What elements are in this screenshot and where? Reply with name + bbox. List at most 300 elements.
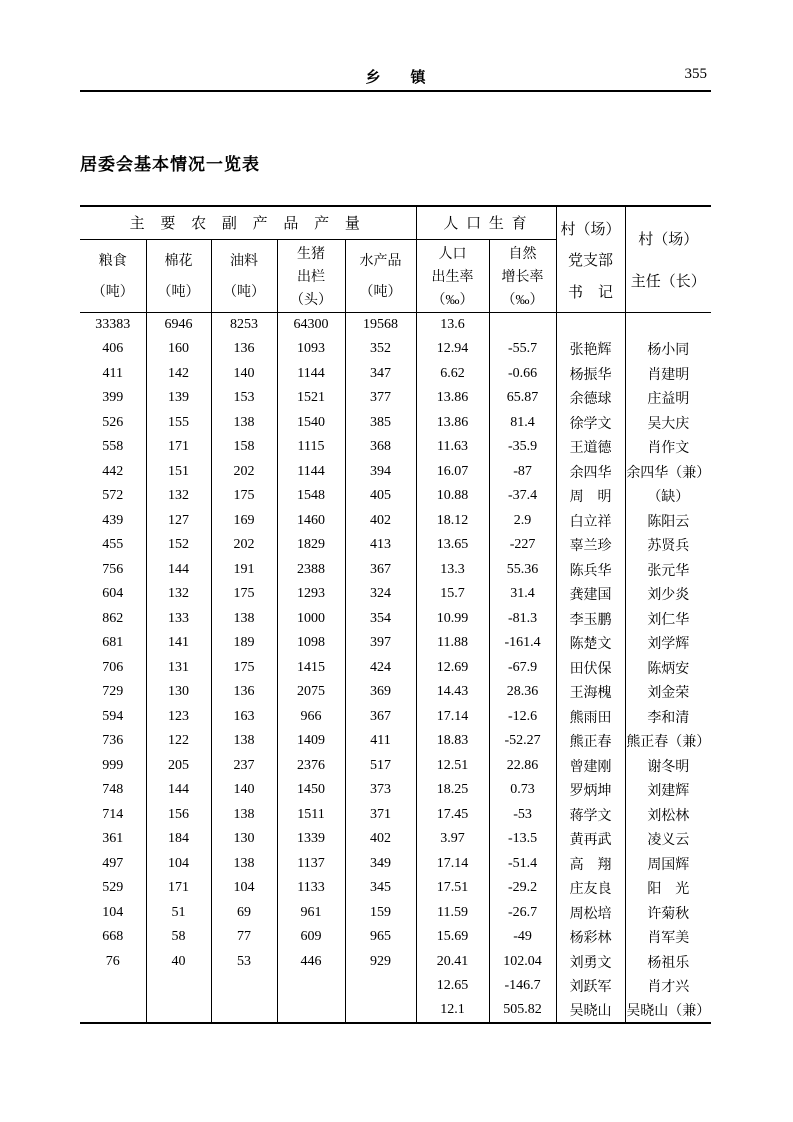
table-row — [80, 313, 711, 338]
table-cell: 138 — [211, 729, 277, 754]
table-cell: 13.65 — [416, 533, 489, 558]
table-cell: 442 — [102, 463, 124, 479]
table-cell: 347 — [345, 362, 416, 387]
table-cell: 175 — [211, 484, 277, 509]
table-cell: 69 — [211, 901, 277, 926]
table-cell: 吴晓山 — [556, 999, 625, 1024]
table-cell: 966 — [277, 705, 345, 730]
table-cell: 20.41 — [416, 950, 489, 975]
column-header-line: 增长率 — [501, 269, 544, 285]
table-cell: 龚建国 — [556, 582, 625, 607]
table-cell: 64300 — [277, 313, 345, 338]
table-cell: 16.07 — [416, 460, 489, 485]
column-header-cotton — [146, 239, 211, 312]
table-cell — [146, 999, 211, 1024]
table-cell: 202 — [211, 460, 277, 485]
table-cell: 1093 — [277, 337, 345, 362]
table-cell: 李和清 — [625, 705, 711, 730]
table-cell: 1548 — [277, 484, 345, 509]
table-cell: 130 — [146, 680, 211, 705]
table-cell: 127 — [146, 509, 211, 534]
table-row — [80, 729, 711, 754]
table-cell: 周国辉 — [625, 852, 711, 877]
table-cell: 阳 光 — [625, 876, 711, 901]
table-cell: 吴大庆 — [625, 411, 711, 436]
table-cell: -227 — [489, 533, 556, 558]
table-cell: 12.51 — [416, 754, 489, 779]
table-cell: 13.86 — [416, 386, 489, 411]
table-cell: 153 — [211, 386, 277, 411]
table-cell: 辜兰珍 — [556, 533, 625, 558]
table-cell: 王海槐 — [556, 680, 625, 705]
table-row — [80, 876, 711, 901]
table-cell: 367 — [345, 705, 416, 730]
table-row — [80, 386, 711, 411]
table-cell: 132 — [146, 484, 211, 509]
table-cell: 526 — [102, 414, 124, 430]
table-cell: 748 — [102, 782, 124, 798]
table-cell: 庄友良 — [556, 876, 625, 901]
table-cell: 刘学辉 — [625, 631, 711, 656]
column-header-growth-rate — [489, 239, 556, 312]
table-cell: 1339 — [277, 827, 345, 852]
table-cell: 22.86 — [489, 754, 556, 779]
table-cell: -55.7 — [489, 337, 556, 362]
table-cell: 138 — [211, 803, 277, 828]
table-cell: 10.99 — [416, 607, 489, 632]
table-cell: 18.12 — [416, 509, 489, 534]
table-cell — [211, 974, 277, 999]
table-row — [80, 852, 711, 877]
column-header-line: （吨） — [157, 285, 200, 301]
column-header-aquatic — [345, 239, 416, 312]
column-header-line: （吨） — [91, 285, 134, 301]
table-cell: 庄益明 — [625, 386, 711, 411]
table-cell: 15.7 — [416, 582, 489, 607]
table-cell: -0.66 — [489, 362, 556, 387]
table-cell: -49 — [489, 925, 556, 950]
table-row — [80, 974, 711, 999]
table-cell: 高 翔 — [556, 852, 625, 877]
table-cell: 杨振华 — [556, 362, 625, 387]
table-cell: -161.4 — [489, 631, 556, 656]
table-cell: 刘跃军 — [556, 974, 625, 999]
table-cell: 368 — [345, 435, 416, 460]
table-cell: 189 — [211, 631, 277, 656]
table-cell: 171 — [146, 876, 211, 901]
table-cell: 许菊秋 — [625, 901, 711, 926]
table-cell: 17.14 — [416, 705, 489, 730]
table-cell: 吴晓山（兼） — [625, 999, 711, 1024]
table-cell: 2376 — [277, 754, 345, 779]
table-cell: 1115 — [277, 435, 345, 460]
table-cell — [556, 313, 625, 338]
column-header-line: 村（场） — [560, 221, 621, 238]
table-cell: 陈阳云 — [625, 509, 711, 534]
table-cell: 1144 — [277, 362, 345, 387]
table-row — [80, 582, 711, 607]
table-cell: 345 — [345, 876, 416, 901]
table-cell: 1460 — [277, 509, 345, 534]
table-cell: 曾建刚 — [556, 754, 625, 779]
group-header-products: 主 要 农 副 产 品 产 量 — [80, 206, 416, 239]
table-cell: 熊正春（兼） — [625, 729, 711, 754]
table-cell: 12.1 — [416, 999, 489, 1024]
table-row — [80, 680, 711, 705]
table-cell: 1144 — [277, 460, 345, 485]
table-row — [80, 460, 711, 485]
table-cell: 熊雨田 — [556, 705, 625, 730]
table-cell — [277, 974, 345, 999]
table-cell: 411 — [102, 365, 123, 381]
table-cell: 1409 — [277, 729, 345, 754]
table-cell: 刘建辉 — [625, 778, 711, 803]
table-cell: 余四华（兼） — [625, 460, 711, 485]
table-cell: -51.4 — [489, 852, 556, 877]
table-cell: 2388 — [277, 558, 345, 583]
table-cell: 138 — [211, 411, 277, 436]
table-cell: 156 — [146, 803, 211, 828]
table-cell: 苏贤兵 — [625, 533, 711, 558]
table-cell: 361 — [102, 831, 124, 847]
table-cell: 17.45 — [416, 803, 489, 828]
column-header-line: （吨） — [223, 285, 265, 301]
table-cell: 2075 — [277, 680, 345, 705]
table-cell: 152 — [146, 533, 211, 558]
table-cell: 132 — [146, 582, 211, 607]
table-cell: 1293 — [277, 582, 345, 607]
table-cell: 385 — [345, 411, 416, 436]
table-cell — [489, 313, 556, 338]
table-cell — [80, 974, 146, 999]
table-cell: 397 — [345, 631, 416, 656]
table-cell: 929 — [345, 950, 416, 975]
table-row — [80, 435, 711, 460]
table-row — [80, 925, 711, 950]
table-cell: 1540 — [277, 411, 345, 436]
table-cell: 138 — [211, 607, 277, 632]
table-cell: 862 — [102, 610, 124, 626]
table-cell: 肖军美 — [625, 925, 711, 950]
table-cell: 517 — [345, 754, 416, 779]
table-row — [80, 705, 711, 730]
table-cell: 609 — [277, 925, 345, 950]
table-cell: 151 — [146, 460, 211, 485]
table-cell: 529 — [102, 880, 124, 896]
column-header-line: （吨） — [359, 285, 402, 301]
table-cell: 蒋学文 — [556, 803, 625, 828]
table-row — [80, 558, 711, 583]
table-cell: 352 — [345, 337, 416, 362]
table-cell: 13.3 — [416, 558, 489, 583]
table-cell: 406 — [102, 341, 124, 357]
table-cell: 杨彩林 — [556, 925, 625, 950]
column-header-line: 村（场） — [638, 232, 699, 248]
table-cell: 604 — [102, 586, 124, 602]
table-cell: 371 — [345, 803, 416, 828]
column-header-line: 人口 — [438, 246, 467, 262]
table-cell: 139 — [146, 386, 211, 411]
table-cell: 558 — [102, 439, 124, 455]
table-cell — [625, 313, 711, 338]
table-cell: 31.4 — [489, 582, 556, 607]
column-header-line: （头） — [290, 292, 332, 308]
table-cell: 729 — [102, 684, 124, 700]
table-cell: 413 — [345, 533, 416, 558]
table-cell: 肖作文 — [625, 435, 711, 460]
table-cell — [345, 974, 416, 999]
table-cell: 陈炳安 — [625, 656, 711, 681]
table-cell: 40 — [146, 950, 211, 975]
table-cell: 1415 — [277, 656, 345, 681]
table-cell: 505.82 — [489, 999, 556, 1024]
group-header-population: 人 口 生 育 — [416, 206, 556, 239]
table-cell: 411 — [345, 729, 416, 754]
running-header — [80, 66, 711, 86]
table-cell: 594 — [102, 708, 124, 724]
table-cell: 徐学文 — [556, 411, 625, 436]
column-header-line: 出栏 — [297, 269, 325, 285]
table-cell: 144 — [146, 558, 211, 583]
table-cell: 田伏保 — [556, 656, 625, 681]
table-cell: 324 — [345, 582, 416, 607]
table-cell: 18.83 — [416, 729, 489, 754]
column-header-line: 生猪 — [297, 246, 325, 262]
statistics-table — [80, 205, 711, 1024]
table-body — [80, 313, 711, 1024]
table-cell: 65.87 — [489, 386, 556, 411]
table-cell: 肖建明 — [625, 362, 711, 387]
table-row — [80, 509, 711, 534]
table-cell: 455 — [102, 537, 124, 553]
page-title: 居委会基本情况一览表 — [80, 155, 260, 174]
column-header-line: 油料 — [230, 254, 258, 270]
table-cell: 158 — [211, 435, 277, 460]
table-row — [80, 778, 711, 803]
table-cell: 76 — [105, 953, 120, 969]
table-row — [80, 827, 711, 852]
table-cell: 394 — [345, 460, 416, 485]
table-cell: 15.69 — [416, 925, 489, 950]
table-cell: 51 — [146, 901, 211, 926]
table-cell: -52.27 — [489, 729, 556, 754]
table-cell: 陈楚文 — [556, 631, 625, 656]
table-cell: 张元华 — [625, 558, 711, 583]
table-cell: -12.6 — [489, 705, 556, 730]
table-cell: 572 — [102, 488, 124, 504]
table-cell: 349 — [345, 852, 416, 877]
table-cell: 160 — [146, 337, 211, 362]
table-cell: 136 — [211, 680, 277, 705]
column-header-director — [625, 206, 711, 313]
column-header-line: 党支部 — [568, 253, 614, 269]
column-header-pigs — [277, 239, 345, 312]
table-cell: 28.36 — [489, 680, 556, 705]
table-cell: 53 — [211, 950, 277, 975]
table-cell: 354 — [345, 607, 416, 632]
table-cell: 2.9 — [489, 509, 556, 534]
table-cell: 159 — [345, 901, 416, 926]
page-number: 355 — [684, 66, 707, 82]
table-cell: 1137 — [277, 852, 345, 877]
table-row — [80, 484, 711, 509]
table-cell: 405 — [345, 484, 416, 509]
column-header-grain — [80, 239, 146, 312]
table-cell: 33383 — [95, 317, 131, 332]
table-cell: 12.69 — [416, 656, 489, 681]
table-cell: 14.43 — [416, 680, 489, 705]
table-cell: 刘少炎 — [625, 582, 711, 607]
table-cell: -13.5 — [489, 827, 556, 852]
table-cell: 175 — [211, 656, 277, 681]
table-cell: 18.25 — [416, 778, 489, 803]
table-row — [80, 950, 711, 975]
table-cell: 黄再武 — [556, 827, 625, 852]
table-cell: 刘松林 — [625, 803, 711, 828]
column-header-line: （‰） — [501, 292, 544, 308]
table-cell: 王道德 — [556, 435, 625, 460]
table-cell: 367 — [345, 558, 416, 583]
table-cell: 0.73 — [489, 778, 556, 803]
table-cell: 白立祥 — [556, 509, 625, 534]
column-header-line: 主任（长） — [630, 274, 706, 290]
table-cell: 刘仁华 — [625, 607, 711, 632]
table-cell: 余四华 — [556, 460, 625, 485]
table-cell: -53 — [489, 803, 556, 828]
table-cell: 13.86 — [416, 411, 489, 436]
table-cell: 169 — [211, 509, 277, 534]
table-cell: 133 — [146, 607, 211, 632]
table-row — [80, 337, 711, 362]
table-cell: 497 — [102, 855, 124, 871]
table-cell: 11.59 — [416, 901, 489, 926]
table-cell: 肖才兴 — [625, 974, 711, 999]
table-cell: 17.51 — [416, 876, 489, 901]
table-cell: 凌义云 — [625, 827, 711, 852]
table-cell: 130 — [211, 827, 277, 852]
table-cell: 李玉鹏 — [556, 607, 625, 632]
table-cell: 439 — [102, 512, 124, 528]
table-cell: -37.4 — [489, 484, 556, 509]
table-cell: 11.63 — [416, 435, 489, 460]
table-cell: 402 — [345, 509, 416, 534]
table-cell: 77 — [211, 925, 277, 950]
table-cell: 999 — [102, 757, 124, 773]
table-cell: 140 — [211, 362, 277, 387]
table-cell — [80, 999, 146, 1024]
table-row — [80, 803, 711, 828]
table-cell: （缺） — [625, 484, 711, 509]
table-cell: 163 — [211, 705, 277, 730]
table-row — [80, 607, 711, 632]
table-cell: 184 — [146, 827, 211, 852]
table-cell: 11.88 — [416, 631, 489, 656]
table-cell: 202 — [211, 533, 277, 558]
table-cell: 446 — [277, 950, 345, 975]
table-cell: 142 — [146, 362, 211, 387]
table-row — [80, 533, 711, 558]
table-cell: 周松培 — [556, 901, 625, 926]
table-cell: -87 — [489, 460, 556, 485]
table-row — [80, 901, 711, 926]
table-cell: 171 — [146, 435, 211, 460]
table-cell: 6946 — [146, 313, 211, 338]
table-cell: 1511 — [277, 803, 345, 828]
table-cell: 736 — [102, 733, 124, 749]
table-cell: 123 — [146, 705, 211, 730]
table-cell: 余德球 — [556, 386, 625, 411]
table-cell: 6.62 — [416, 362, 489, 387]
table-cell: 191 — [211, 558, 277, 583]
table-cell: 965 — [345, 925, 416, 950]
table-row — [80, 999, 711, 1024]
table-cell: 13.6 — [416, 313, 489, 338]
table-cell: 1450 — [277, 778, 345, 803]
column-header-oil — [211, 239, 277, 312]
table-cell: 1829 — [277, 533, 345, 558]
table-cell: 罗炳坤 — [556, 778, 625, 803]
column-header-secretary — [556, 206, 625, 313]
table-cell: 138 — [211, 852, 277, 877]
table-cell: 58 — [146, 925, 211, 950]
table-row — [80, 362, 711, 387]
table-cell: 144 — [146, 778, 211, 803]
table-cell: 3.97 — [416, 827, 489, 852]
table-cell: 10.88 — [416, 484, 489, 509]
table-cell: 399 — [102, 390, 124, 406]
table-cell: 1098 — [277, 631, 345, 656]
column-header-line: 棉花 — [164, 254, 193, 270]
table-cell: 681 — [102, 635, 124, 651]
table-row — [80, 656, 711, 681]
table-cell: -81.3 — [489, 607, 556, 632]
table-cell — [211, 999, 277, 1024]
table-cell: 369 — [345, 680, 416, 705]
table-cell: -26.7 — [489, 901, 556, 926]
table-row — [80, 411, 711, 436]
table-cell: 张艳辉 — [556, 337, 625, 362]
table-cell: 55.36 — [489, 558, 556, 583]
column-header-line: 水产品 — [359, 254, 402, 270]
table-cell: 104 — [146, 852, 211, 877]
table-cell: 陈兵华 — [556, 558, 625, 583]
column-header-line: 出生率 — [431, 269, 474, 285]
table-cell: 424 — [345, 656, 416, 681]
column-header-line: 粮食 — [98, 254, 127, 270]
table-cell: 1000 — [277, 607, 345, 632]
table-cell: 237 — [211, 754, 277, 779]
table-cell: 668 — [102, 929, 124, 945]
table-cell: 熊正春 — [556, 729, 625, 754]
table-cell: 136 — [211, 337, 277, 362]
table-cell: 刘金荣 — [625, 680, 711, 705]
table-cell: 12.65 — [416, 974, 489, 999]
table-cell: -35.9 — [489, 435, 556, 460]
column-header-birth-rate — [416, 239, 489, 312]
table-cell: -67.9 — [489, 656, 556, 681]
table-cell: 12.94 — [416, 337, 489, 362]
table-cell: 81.4 — [489, 411, 556, 436]
table-row — [80, 631, 711, 656]
table-cell: 706 — [102, 659, 124, 675]
table-cell: 刘勇文 — [556, 950, 625, 975]
table-cell: 175 — [211, 582, 277, 607]
column-header-line: （‰） — [431, 292, 474, 308]
table-row — [80, 754, 711, 779]
table-cell: 714 — [102, 806, 124, 822]
table-cell: 961 — [277, 901, 345, 926]
table-cell: 17.14 — [416, 852, 489, 877]
